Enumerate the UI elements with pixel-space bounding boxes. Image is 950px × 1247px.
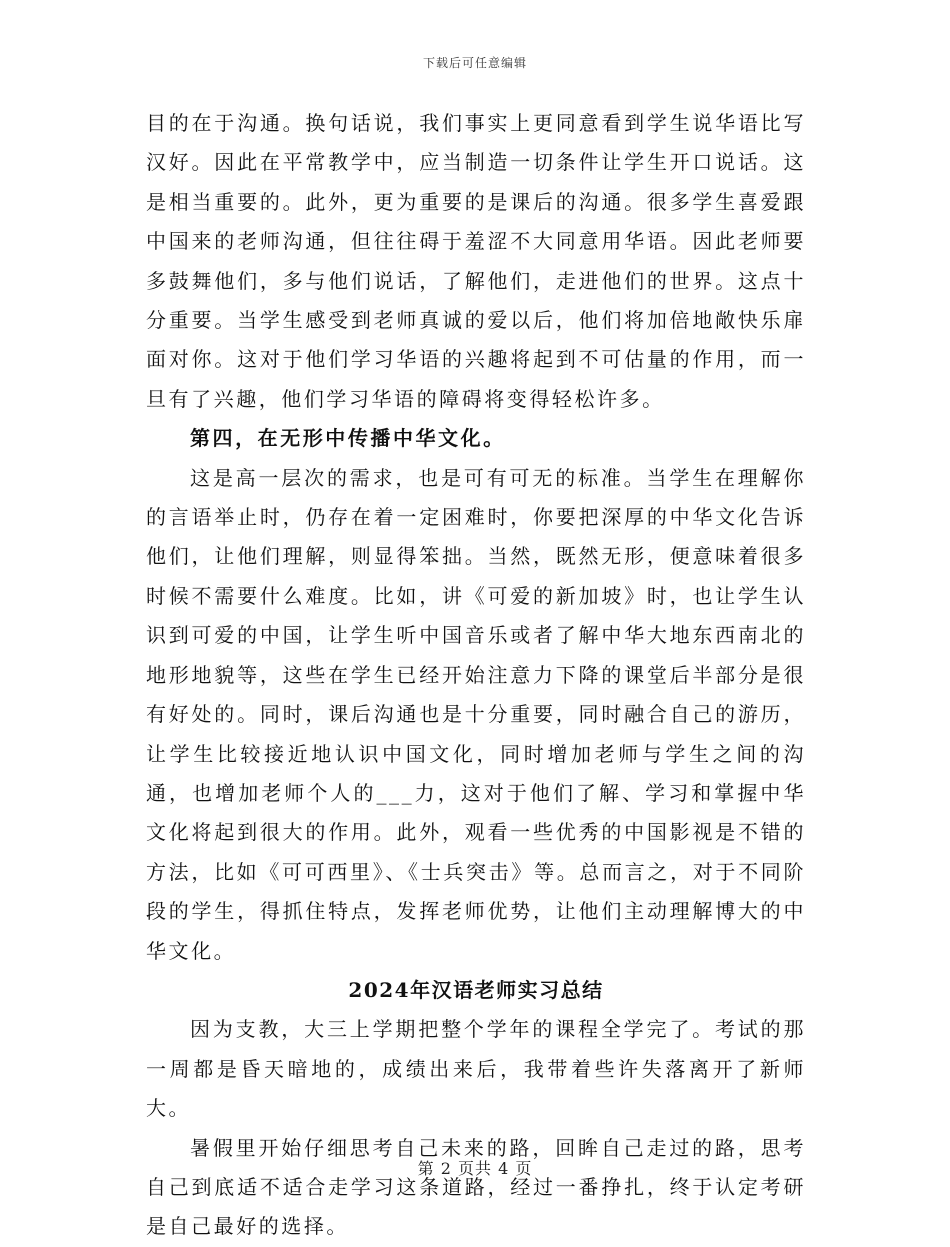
paragraph-culture: 这是高一层次的需求，也是可有可无的标准。当学生在理解你的言语举止时，仍存在着一定困难时，你要把深厚的中华文化告诉他们，让他们理解，则显得笨拙。当然，既然无形，便意味着很多时候不需要什么难度。比如，讲《可爱的新加坡》时，也让学生认识到可爱的中国，让学生听中国音乐或者了解中华大地东西南北的地形地貌等，这些在学生已经开始注意力下降的课堂后半部分是很有好处的。同时，课后沟通也是十分重要，同时融合自己的游历，让学生比较接近地认识中国文化，同时增加老师与学生之间的沟通，也增加老师个人的___力，这对于他们了解、学习和掌握中华文化将起到很大的作用。此外，观看一些优秀的中国影视是不错的方法，比如《可可西里》、《士兵突击》等。总而言之，对于不同阶段的学生，得抓住特点，发挥老师优势，让他们主动理解博大的中华文化。	[146, 465, 806, 963]
document-title: 2024年汉语老师实习总结	[348, 977, 604, 1002]
page-header: 下载后可任意编辑	[422, 56, 527, 70]
page-footer: 第 2 页共 4 页	[417, 1159, 533, 1178]
paragraph-support-teaching: 因为支教，大三上学期把整个学年的课程全学完了。考试的那一周都是昏天暗地的，成绩出来后，我带着些许失落离开了新师大。	[146, 1017, 806, 1121]
section-heading-culture: 第四，在无形中传播中华文化。	[190, 426, 506, 451]
document-body	[146, 104, 806, 1247]
paragraph-communication: 目的在于沟通。换句话说，我们事实上更同意看到学生说华语比写汉好。因此在平常教学中，应当制造一切条件让学生开口说话。这是相当重要的。此外，更为重要的是课后的沟通。很多学生喜爱跟中国来的老师沟通，但往往碍于羞涩不大同意用华语。因此老师要多鼓舞他们，多与他们说话，了解他们，走进他们的世界。这点十分重要。当学生感受到老师真诚的爱以后，他们将加倍地敞快乐扉面对你。这对于他们学习华语的兴趣将起到不可估量的作用，而一旦有了兴趣，他们学习华语的障碍将变得轻松许多。	[146, 111, 806, 411]
paragraph-summer-reflection: 暑假里开始仔细思考自己未来的路，回眸自己走过的路，思考自己到底适不适合走学习这条道路，经过一番挣扎，终于认定考研是自己最好的选择。	[146, 1135, 806, 1239]
